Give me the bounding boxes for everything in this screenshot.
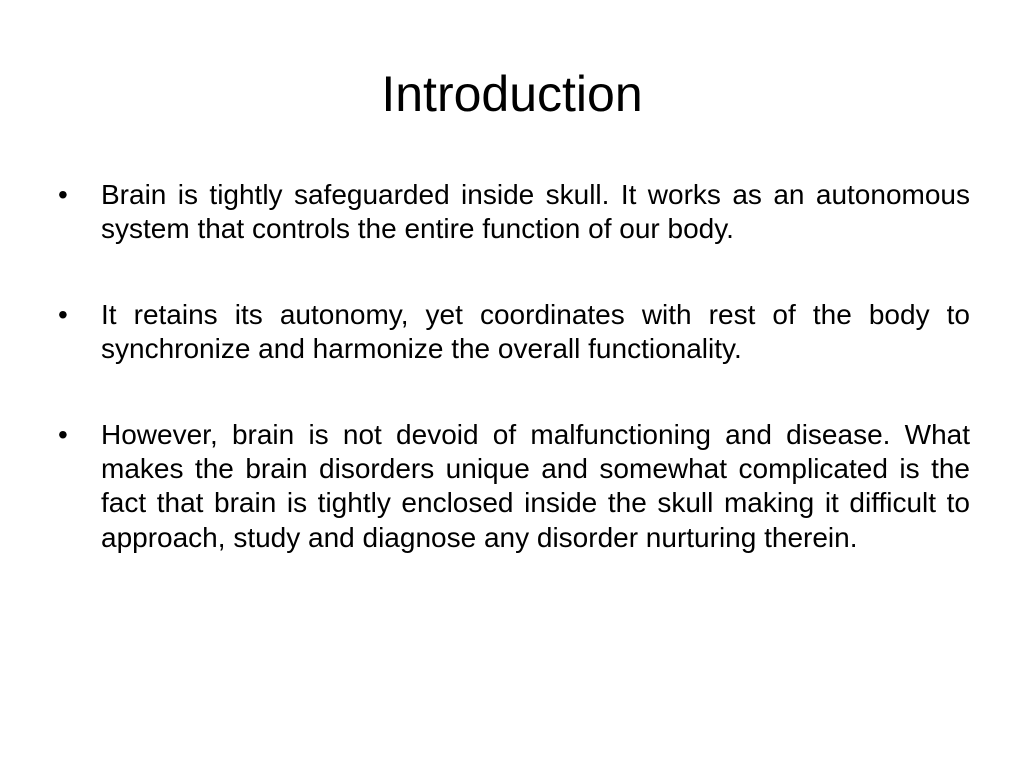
bullet-item [58, 418, 970, 556]
bullet-list [58, 178, 970, 555]
bullet-dot-icon: • [58, 418, 68, 450]
bullet-dot-icon: • [58, 179, 68, 210]
bullet-item [58, 178, 970, 247]
bullet-item [58, 298, 970, 367]
bullet-text: However, brain is not devoid of malfunctioning and disease. What makes the brain disorders unique and somewhat complicated is the fact that brain is tightly enclosed inside the skull making it difficult to approach, study and diagnose any disorder nurturing therein. [101, 418, 970, 553]
slide-title: Introduction [381, 66, 643, 122]
bullet-dot-icon: • [58, 298, 68, 330]
bullet-text: It retains its autonomy, yet coordinates with rest of the body to synchronize and harmonize the overall functionality. [101, 298, 970, 365]
bullet-text: Brain is tightly safeguarded inside skull. It works as an autonomous system that controls the entire function of our body. [101, 179, 970, 245]
